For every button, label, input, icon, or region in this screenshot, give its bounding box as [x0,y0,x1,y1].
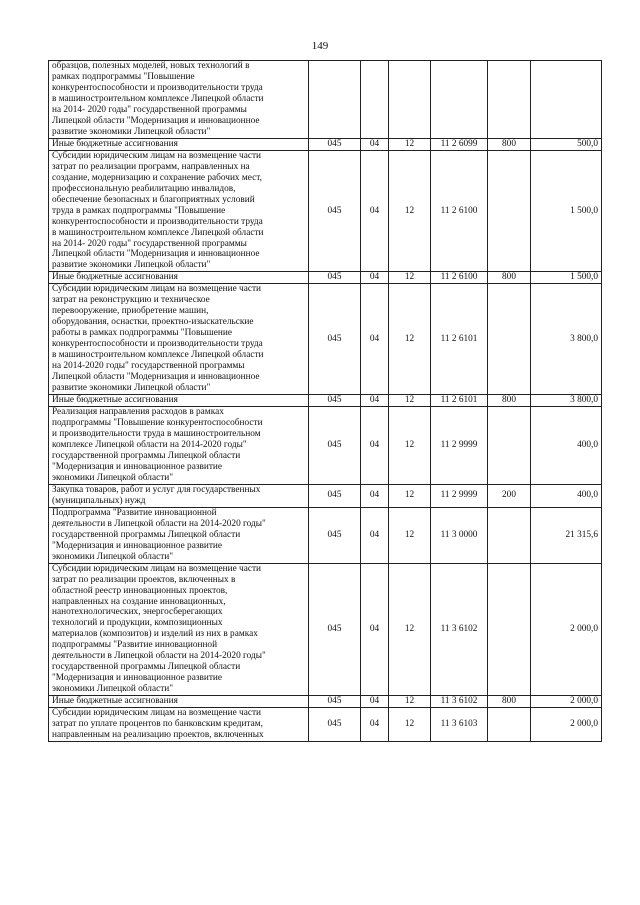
amount-cell: 1 500,0 [531,150,602,272]
row-description: Закупка товаров, работ и услуг для государственных (муниципальных) нужд [49,484,309,507]
row-description: Реализация направления расходов в рамках подпрограммы "Повышение конкурентоспособности и производительности труда в машиностроительном комплексе Липецкой области на 2014-2020 годы" государственной программы Липецкой области "Модернизация и инновационное развитие экономики Липецкой области" [49,407,309,485]
expense-type-cell [488,61,531,139]
row-description: Субсидии юридическим лицам на возмещение части затрат по реализации проектов, включенных в областной реестр инновационных проектов, направленных на создание инновационных, нанотехнологических, энергосберегающих технологий и продукции, композиционных материалов (композитов) и изделий из них в рамках подпрограммы "Развитие инновационной деятельности в Липецкой области на 2014-2020 годы" государственной программы Липецкой области "Модернизация и инновационное развитие экономики Липецкой области" [49,563,309,696]
admin-code-cell [309,61,361,139]
target-article-cell: 11 3 0000 [431,507,488,563]
table-row [49,284,602,395]
target-article-cell: 11 3 6102 [431,696,488,708]
table-row [49,61,602,139]
subsection-cell: 12 [389,284,431,395]
admin-code-cell: 045 [309,138,361,150]
target-article-cell [431,61,488,139]
target-article-cell: 11 3 6103 [431,708,488,742]
target-article-cell: 11 2 9999 [431,484,488,507]
amount-cell: 1 500,0 [531,272,602,284]
subsection-cell: 12 [389,484,431,507]
amount-cell: 3 800,0 [531,395,602,407]
admin-code-cell: 045 [309,708,361,742]
table-row [49,696,602,708]
amount-cell: 500,0 [531,138,602,150]
row-description: образцов, полезных моделей, новых технологий в рамках подпрограммы "Повышение конкурентоспособности и производительности труда в машиностроительном комплексе Липецкой области на 2014- 2020 годы" государственной программы Липецкой области "Модернизация и инновационное развитие экономики Липецкой области" [49,61,309,139]
subsection-cell: 12 [389,563,431,696]
target-article-cell: 11 2 6101 [431,284,488,395]
expense-type-cell: 800 [488,395,531,407]
amount-cell: 2 000,0 [531,708,602,742]
admin-code-cell: 045 [309,484,361,507]
expense-type-cell [488,563,531,696]
expense-type-cell: 800 [488,696,531,708]
admin-code-cell: 045 [309,150,361,272]
expense-type-cell [488,407,531,485]
amount-cell: 2 000,0 [531,563,602,696]
expense-type-cell: 800 [488,272,531,284]
row-description: Иные бюджетные ассигнования [49,395,309,407]
amount-cell [531,61,602,139]
row-description: Субсидии юридическим лицам на возмещение части затрат на реконструкцию и техническое перевооружение, приобретение машин, оборудования, оснастки, проектно-изыскательские работы в рамках подпрограммы "Повышение конкурентоспособности и производительности труда в машиностроительном комплексе Липецкой области на 2014-2020 годы" государственной программы Липецкой области "Модернизация и инновационное развитие экономики Липецкой области" [49,284,309,395]
amount-cell: 400,0 [531,484,602,507]
subsection-cell: 12 [389,708,431,742]
section-cell: 04 [361,395,389,407]
section-cell: 04 [361,138,389,150]
section-cell: 04 [361,708,389,742]
section-cell [361,61,389,139]
table-row [49,563,602,696]
amount-cell: 2 000,0 [531,696,602,708]
section-cell: 04 [361,507,389,563]
target-article-cell: 11 2 6100 [431,272,488,284]
subsection-cell [389,61,431,139]
admin-code-cell: 045 [309,507,361,563]
admin-code-cell: 045 [309,284,361,395]
expense-type-cell [488,708,531,742]
table-row [49,507,602,563]
subsection-cell: 12 [389,507,431,563]
target-article-cell: 11 2 6100 [431,150,488,272]
section-cell: 04 [361,563,389,696]
expense-type-cell: 800 [488,138,531,150]
expense-type-cell [488,507,531,563]
expense-type-cell [488,150,531,272]
table-row [49,272,602,284]
table-row [49,484,602,507]
row-description: Субсидии юридическим лицам на возмещение части затрат по реализации программ, направленных на создание, модернизацию и сохранение рабочих мест, профессиональную реабилитацию инвалидов, обеспечение безопасных и благоприятных условий труда в рамках подпрограммы "Повышение конкурентоспособности и производительности труда в машиностроительном комплексе Липецкой области на 2014- 2020 годы" государственной программы Липецкой области "Модернизация и инновационное развитие экономики Липецкой области" [49,150,309,272]
section-cell: 04 [361,696,389,708]
budget-table-body [49,61,602,742]
target-article-cell: 11 2 9999 [431,407,488,485]
expense-type-cell [488,284,531,395]
amount-cell: 21 315,6 [531,507,602,563]
target-article-cell: 11 2 6101 [431,395,488,407]
subsection-cell: 12 [389,407,431,485]
row-description: Субсидии юридическим лицам на возмещение части затрат по уплате процентов по банковским кредитам, направленным на реализацию проектов, включенных [49,708,309,742]
subsection-cell: 12 [389,395,431,407]
section-cell: 04 [361,284,389,395]
row-description: Иные бюджетные ассигнования [49,696,309,708]
table-row [49,708,602,742]
subsection-cell: 12 [389,138,431,150]
row-description: Иные бюджетные ассигнования [49,272,309,284]
admin-code-cell: 045 [309,563,361,696]
row-description: Иные бюджетные ассигнования [49,138,309,150]
row-description: Подпрограмма "Развитие инновационной деятельности в Липецкой области на 2014-2020 годы" государственной программы Липецкой области "Модернизация и инновационное развитие экономики Липецкой области" [49,507,309,563]
page-number: 149 [311,40,329,52]
table-row [49,395,602,407]
section-cell: 04 [361,150,389,272]
admin-code-cell: 045 [309,407,361,485]
section-cell: 04 [361,407,389,485]
budget-table [48,60,602,742]
target-article-cell: 11 3 6102 [431,563,488,696]
table-row [49,150,602,272]
table-row [49,407,602,485]
section-cell: 04 [361,484,389,507]
target-article-cell: 11 2 6099 [431,138,488,150]
admin-code-cell: 045 [309,272,361,284]
section-cell: 04 [361,272,389,284]
amount-cell: 400,0 [531,407,602,485]
admin-code-cell: 045 [309,395,361,407]
subsection-cell: 12 [389,696,431,708]
subsection-cell: 12 [389,272,431,284]
expense-type-cell: 200 [488,484,531,507]
admin-code-cell: 045 [309,696,361,708]
amount-cell: 3 800,0 [531,284,602,395]
subsection-cell: 12 [389,150,431,272]
table-row [49,138,602,150]
